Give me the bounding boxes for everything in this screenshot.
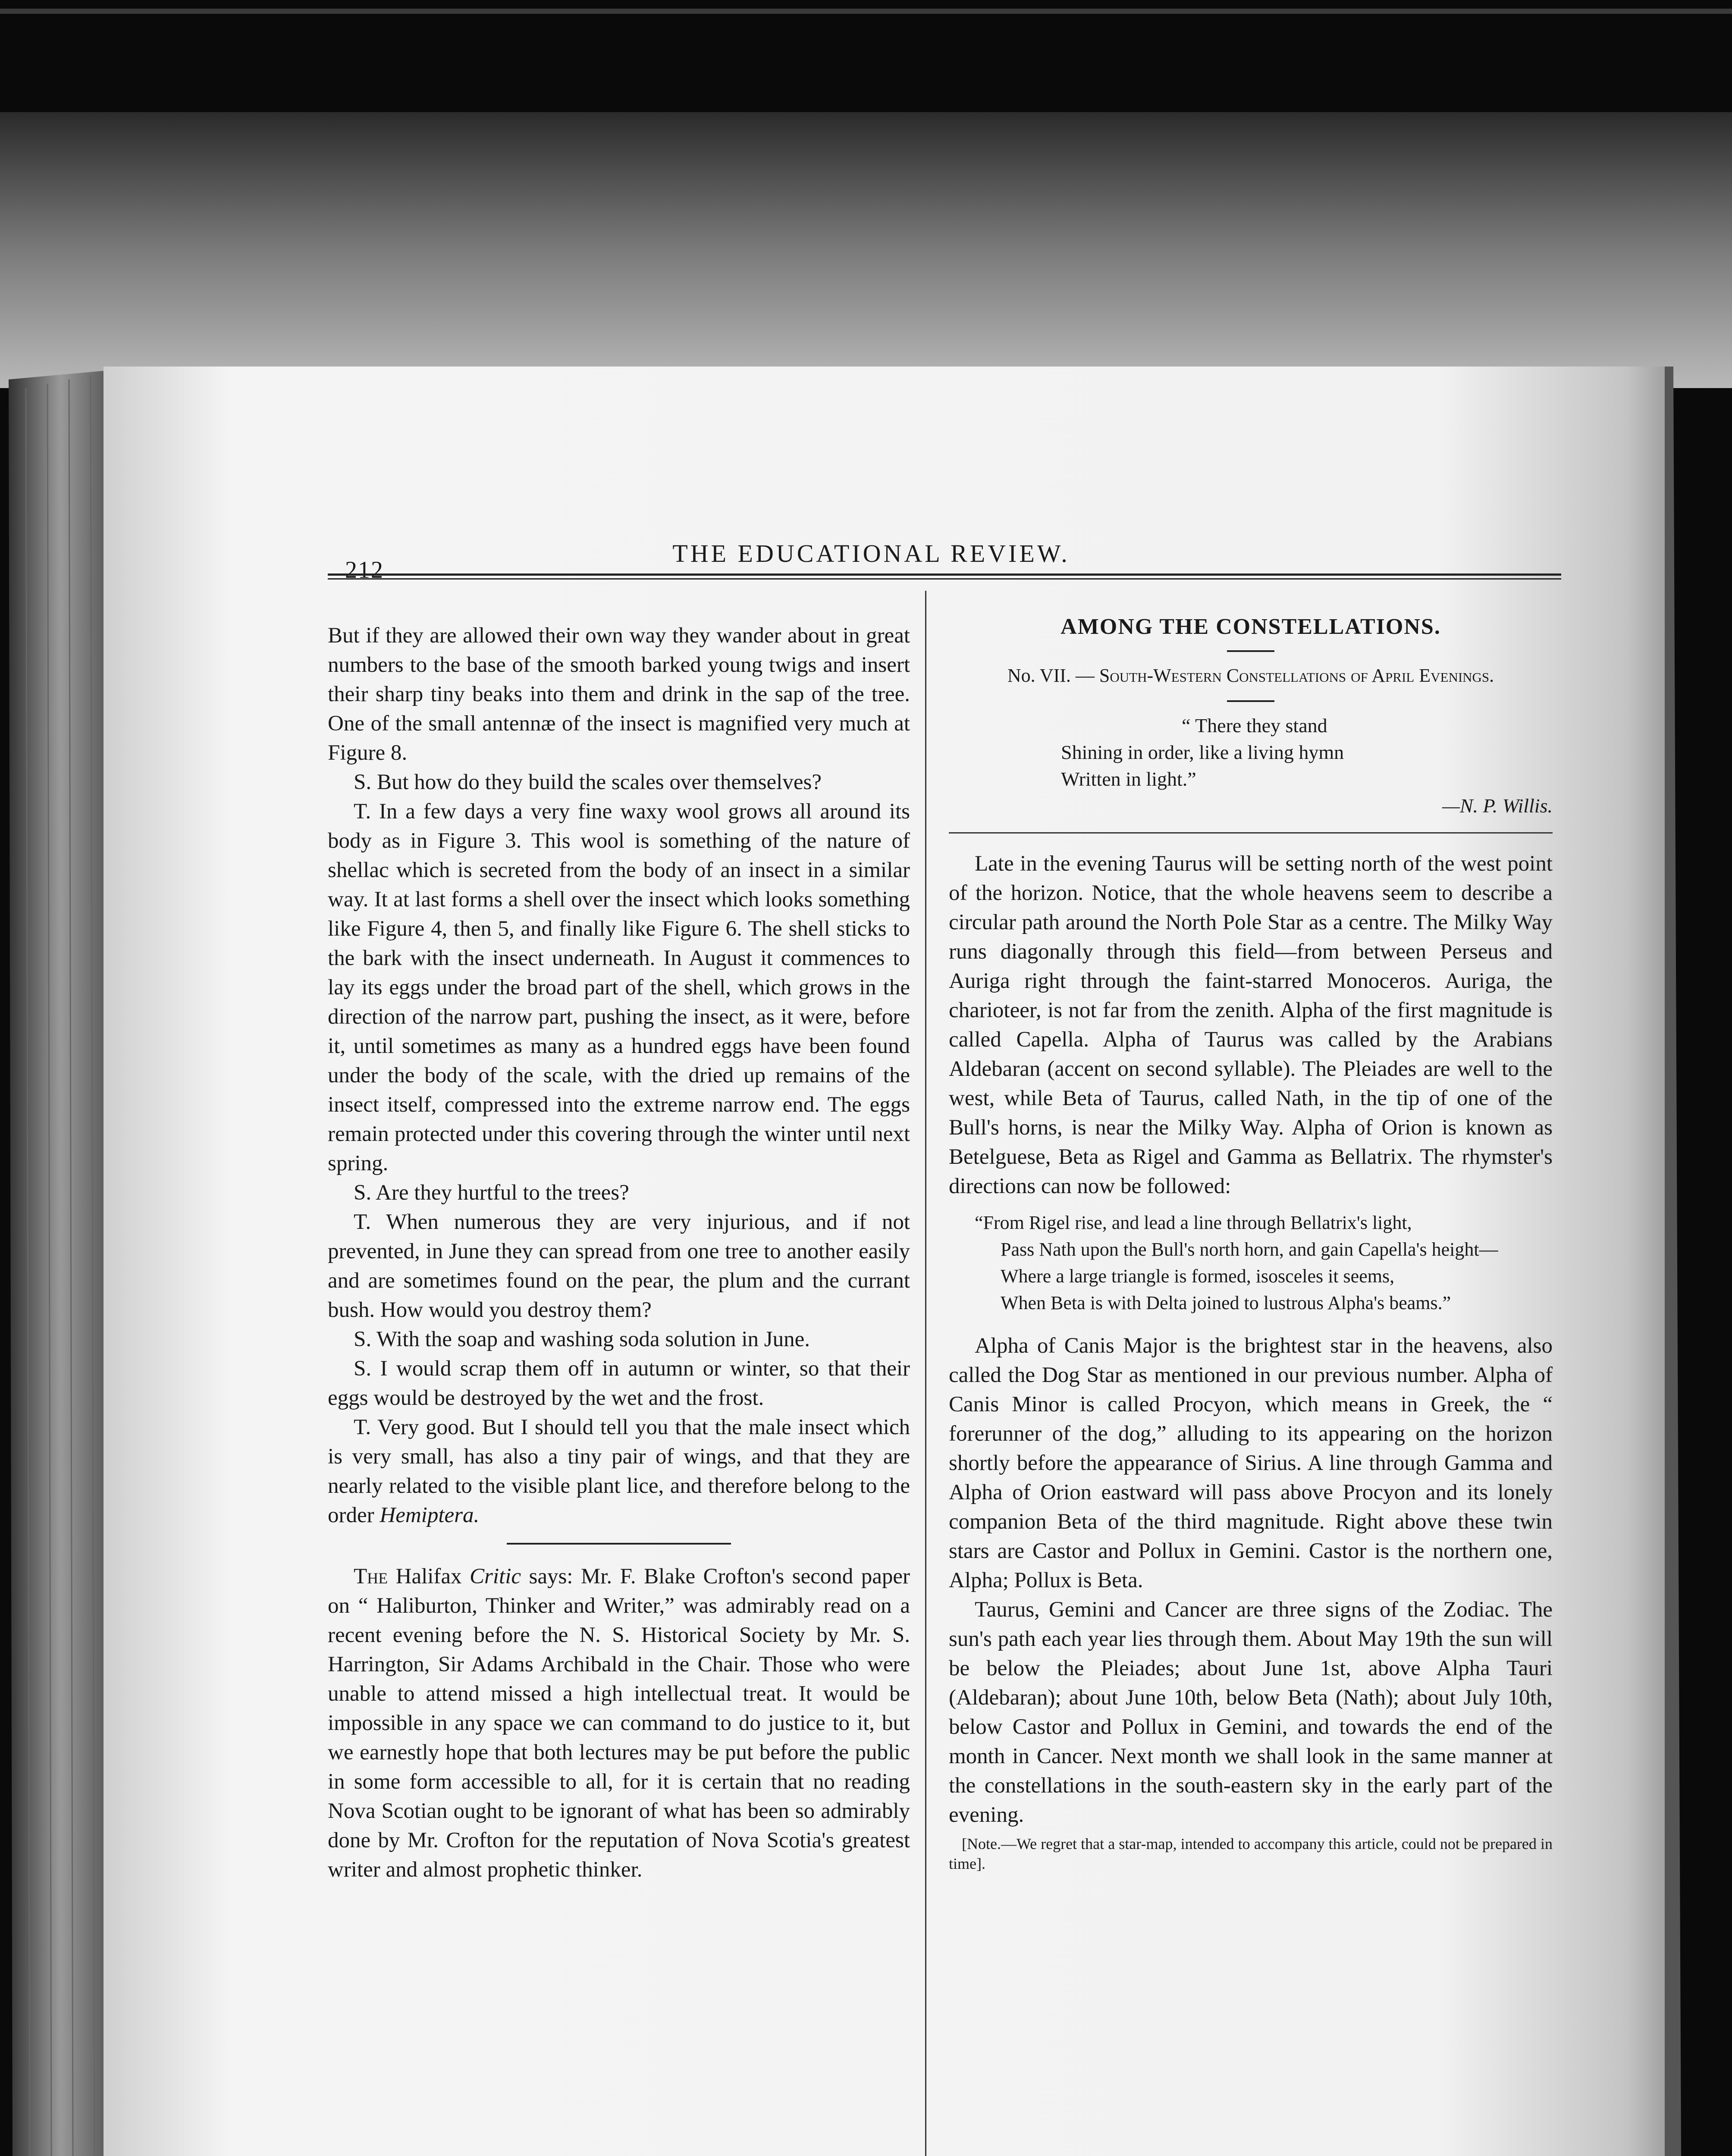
dialogue-line: S. Are they hurtful to the trees? — [354, 1181, 629, 1205]
right-column — [949, 612, 1553, 1874]
epigraph-line: Shining in order, like a living hymn — [1061, 741, 1344, 763]
subtitle-prefix: No. VII. — — [1007, 665, 1095, 686]
page-stack-edge — [9, 371, 112, 2156]
book-page — [104, 367, 1665, 2156]
title-rule — [1227, 650, 1274, 652]
paragraph-canis-major: Alpha of Canis Major is the brightest star in the heavens, also called the Dog Star as mentioned in our previous number. Alpha of Canis Minor is called Procyon, which means in Greek, the “ forerunner of the dog,” alluding to its appearing on the horizon shortly before the appearance of Sirius. A line through Gamma and Alpha of Orion eastward will pass above Procyon and its lonely companion Beta of the third magnitude. Right above these twin stars are Castor and Pollux in Gemini. Castor is the northern one, Alpha; Pollux is Beta. — [949, 1334, 1553, 1592]
verse-line: Pass Nath upon the Bull's north horn, and gain Capella's height— — [1001, 1239, 1498, 1260]
epigraph — [1061, 712, 1553, 819]
rhyme-verse — [975, 1210, 1553, 1316]
critic-city: Halifax — [395, 1564, 462, 1589]
verse-line: “From Rigel rise, and lead a line through Bellatrix's light, — [975, 1212, 1412, 1233]
separator-rule — [949, 832, 1553, 834]
dialogue-line: S. I would scrap them off in autumn or winter, so that their eggs would be destroyed by the wet and the frost. — [328, 1357, 910, 1410]
editor-note: [Note.—We regret that a star-map, intended to accompany this article, could not be prepared in time]. — [949, 1835, 1553, 1872]
critic-title: Critic — [470, 1564, 521, 1589]
paragraph-halifax-critic — [328, 1562, 910, 1884]
order-name: Hemiptera. — [380, 1503, 480, 1527]
background-cloth — [0, 112, 1732, 388]
paragraph-taurus: Late in the evening Taurus will be setting north of the west point of the horizon. Notice, that the whole heavens seem to describe a circular path around the North Pole Star as a centre. The Milky Way runs diagonally through this field—from between Perseus and Auriga right through the faint-starred Monoceros. Auriga, the charioteer, is not far from the zenith. Alpha of the first magnitude is called Capella. Alpha of Taurus was called by the Arabians Aldebaran (accent on second syllable). The Pleiades are well to the west, while Beta of Taurus, called Nath, in the tip of one of the Bull's horns, is near the Milky Way. Alpha of Orion is known as Betelguese, Beta as Rigel and Gamma as Bellatrix. The rhymster's directions can now be followed: — [949, 852, 1553, 1198]
running-title: THE EDUCATIONAL REVIEW. — [672, 539, 1070, 567]
article-title: AMONG THE CONSTELLATIONS. — [1061, 614, 1441, 639]
subtitle-main: South-Western Constellations of April Evenings. — [1099, 665, 1494, 686]
paragraph-scale-insects: But if they are allowed their own way they wander about in great numbers to the base of the smooth barked young twigs and insert their sharp tiny beaks into them and drink in the sap of the tree. One of the small antennæ of the insect is magnified very much at Figure 8. — [328, 624, 910, 765]
paragraph-zodiac: Taurus, Gemini and Cancer are three signs of the Zodiac. The sun's path each year lies through them. About May 19th the sun will be below the Pleiades; about June 1st, above Alpha Tauri (Aldebaran); about June 10th, below Beta (Nath); about July 10th, below Castor and Pollux in Gemini, and towards the end of the month in Cancer. Next month we shall look in the same manner at the constellations in the south-eastern sky in the early part of the evening. — [949, 1598, 1553, 1827]
dialogue-line: T. In a few days a very fine waxy wool grows all around its body as in Figure 3. This wool is something of the nature of shellac which is secreted from the body of an insect in a similar way. It at last forms a shell over the insect which looks something like Figure 4, then 5, and finally like Figure 6. The shell sticks to the bark with the insect underneath. In August it commences to lay its eggs under the broad part of the shell, which grows in the direction of the narrow part, pushing the insect, as it were, before it, until sometimes as many as a hundred eggs have been found under the body of the scale, with the dried up remains of the insect itself, compressed into the extreme narrow end. The eggs remain protected under this covering through the winter until next spring. — [328, 799, 910, 1175]
verse-line: Where a large triangle is formed, isosceles it seems, — [1001, 1266, 1395, 1287]
dialogue-line: T. When numerous they are very injurious, and if not prevented, in June they can spread from one tree to another easily and are sometimes found on the pear, the plum and the currant bush. How would you destroy them? — [328, 1210, 910, 1322]
left-column — [328, 621, 910, 1884]
epigraph-attribution: —N. P. Willis. — [1442, 795, 1553, 817]
section-rule — [507, 1543, 731, 1545]
critic-body: says: Mr. F. Blake Crofton's second paper on “ Haliburton, Thinker and Writer,” was admirably read on a recent evening before the N. S. Historical Society by Mr. S. Harrington, Sir Adams Archibald in the Chair. Those who were unable to attend missed a high intellectual treat. It would be impossible in any space we can command to do justice to it, but we earnestly hope that both lectures may be put before the public in some form accessible to all, for it is certain that no reading Nova Scotian ought to be ignorant of what has been so admirably done by Mr. Crofton for the reputation of Nova Scotia's greatest writer and almost prophetic thinker. — [328, 1564, 910, 1882]
dialogue-line: S. With the soap and washing soda solution in June. — [354, 1327, 810, 1351]
header-double-rule — [328, 573, 1561, 581]
dialogue-line: S. But how do they build the scales over themselves? — [354, 770, 822, 794]
page-number: 212 — [345, 557, 384, 583]
subtitle-rule — [1227, 700, 1274, 702]
column-divider — [925, 591, 926, 2156]
dialogue-line-final — [328, 1413, 910, 1530]
critic-lead: The — [354, 1564, 388, 1589]
dialogue-text: T. Very good. But I should tell you that the male insect which is very small, has also a tiny pair of wings, and that they are nearly related to the visible plant lice, and therefore belong to the order — [328, 1415, 910, 1527]
article-subtitle — [966, 662, 1535, 689]
verse-line: When Beta is with Delta joined to lustrous Alpha's beams.” — [1001, 1292, 1451, 1313]
epigraph-line: Written in light.” — [1061, 768, 1196, 790]
epigraph-line: “ There they stand — [1182, 714, 1327, 736]
